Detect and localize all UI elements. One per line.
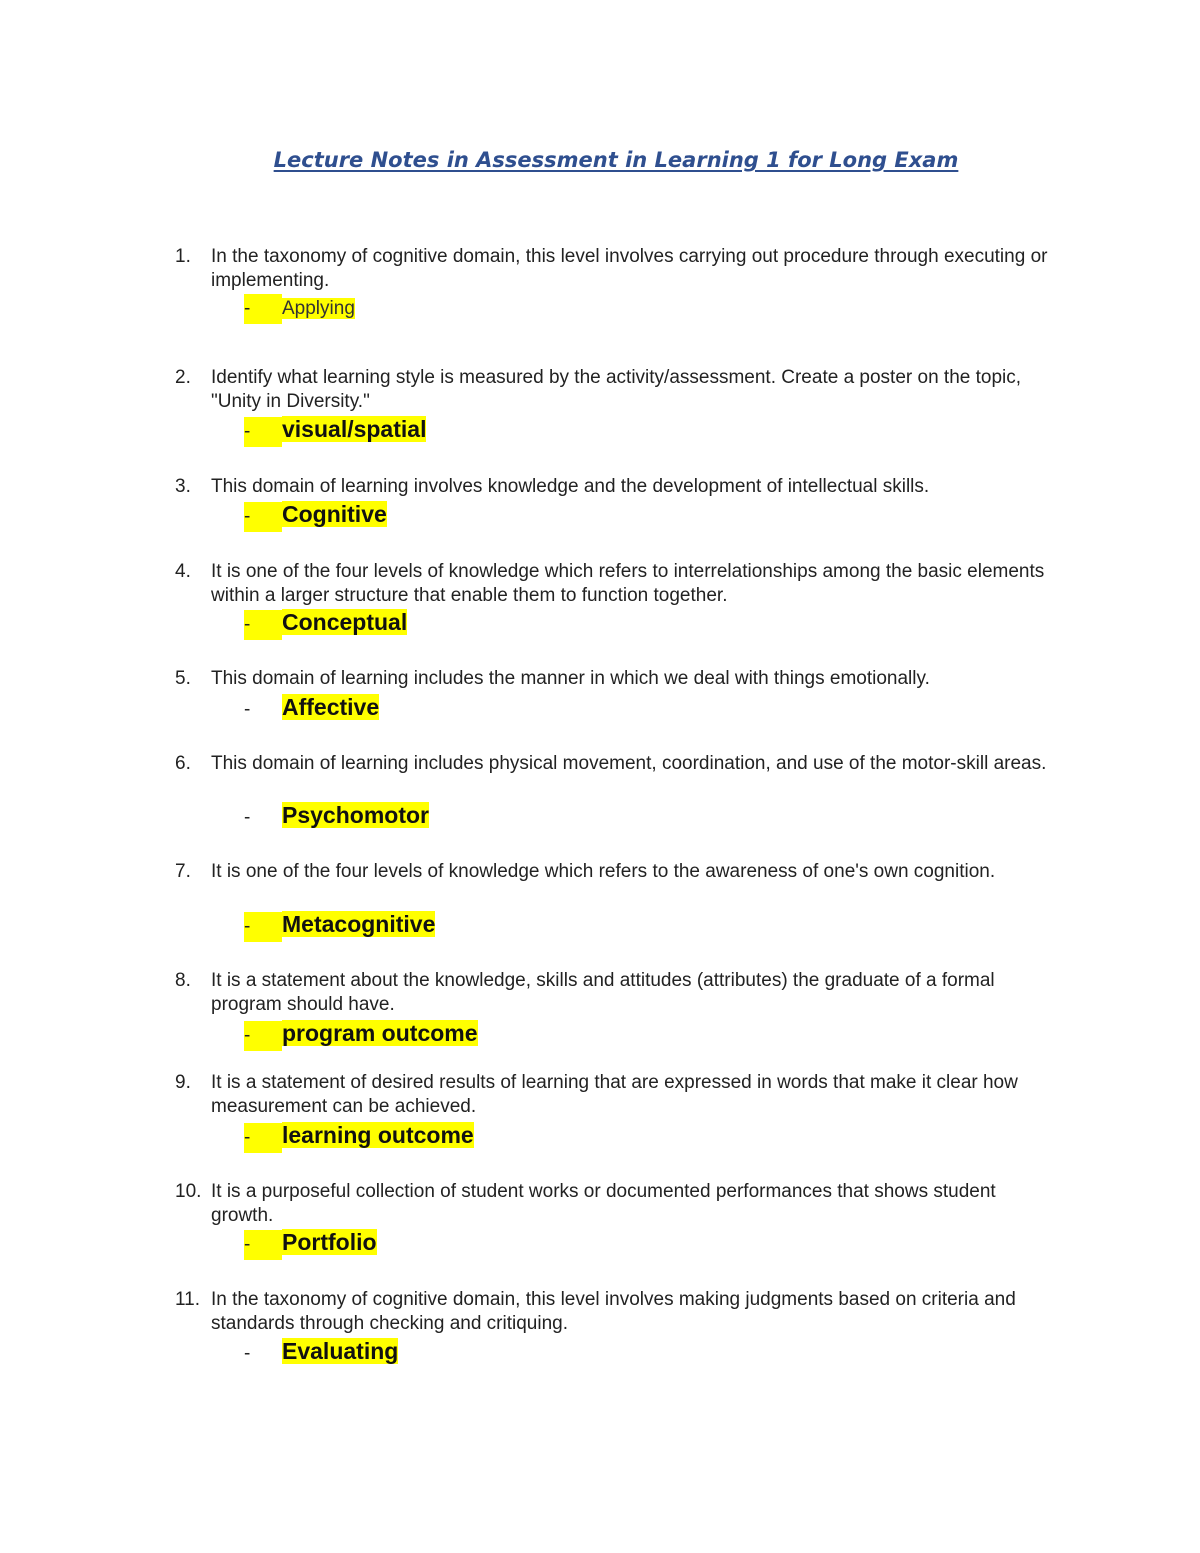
question-text: Identify what learning style is measured by the activity/assessment. Create a poster on the topic, "Unity in Diversity." [211,367,1022,412]
answer-line [244,692,379,722]
question-number: 4. [175,561,191,582]
answer-dash: - [244,502,282,532]
question-number: 11. [175,1289,201,1310]
answer-line [244,1336,398,1366]
question-text: It is one of the four levels of knowledge which refers to the awareness of one's own cognition. [211,861,996,882]
answer-text: Metacognitive [282,911,436,937]
answer-line [244,1227,377,1257]
question-text: It is a statement of desired results of learning that are expressed in words that make it clear how measurement can be achieved. [211,1072,1018,1117]
answer-text: Evaluating [282,1338,399,1364]
answer-text: program outcome [282,1020,478,1046]
question-number: 3. [175,476,191,497]
question-text: It is a purposeful collection of student works or documented performances that shows student growth. [211,1181,996,1226]
question-text: It is one of the four levels of knowledge which refers to interrelationships among the basic elements within a larger structure that enable them to function together. [211,561,1045,606]
answer-dash: - [244,610,282,640]
answer-dash: - [244,912,282,942]
answer-text: visual/spatial [282,416,427,442]
answer-dash: - [244,1021,282,1051]
question-text: This domain of learning involves knowledge and the development of intellectual skills. [211,476,930,497]
answer-text: Applying [282,298,355,319]
answer-text: learning outcome [282,1122,474,1148]
answer-line [244,294,355,324]
answer-dash: - [244,807,251,828]
question-number: 7. [175,861,191,882]
answer-line [244,1120,474,1150]
answer-line [244,499,387,529]
answer-text: Affective [282,694,380,720]
question-number: 2. [175,367,191,388]
question-text: In the taxonomy of cognitive domain, this level involves making judgments based on criteria and standards through checking and critiquing. [211,1289,1016,1334]
answer-dash: - [244,1123,282,1153]
answer-line [244,1018,478,1048]
question-number: 6. [175,753,191,774]
document-title: Lecture Notes in Assessment in Learning 1 for Long Exam [273,148,959,172]
answer-dash: - [244,294,282,324]
question-text: This domain of learning includes the manner in which we deal with things emotionally. [211,668,930,689]
answer-dash: - [244,699,251,720]
question-text: This domain of learning includes physical movement, coordination, and use of the motor-skill areas. [211,753,1047,774]
answer-text: Cognitive [282,501,387,527]
answer-dash: - [244,417,282,447]
answer-line [244,607,407,637]
answer-text: Psychomotor [282,802,429,828]
question-number: 9. [175,1072,191,1093]
answer-dash: - [244,1230,282,1260]
question-text: It is a statement about the knowledge, skills and attitudes (attributes) the graduate of a formal program should have. [211,970,995,1015]
answer-line [244,800,429,830]
question-number: 5. [175,668,191,689]
question-number: 8. [175,970,191,991]
answer-text: Conceptual [282,609,408,635]
question-number: 1. [175,246,191,267]
answer-line [244,414,426,444]
answer-line [244,909,435,939]
answer-dash: - [244,1343,251,1364]
answer-text: Portfolio [282,1229,377,1255]
question-text: In the taxonomy of cognitive domain, this level involves carrying out procedure through executing or implementing. [211,246,1048,291]
question-number: 10. [175,1181,202,1202]
